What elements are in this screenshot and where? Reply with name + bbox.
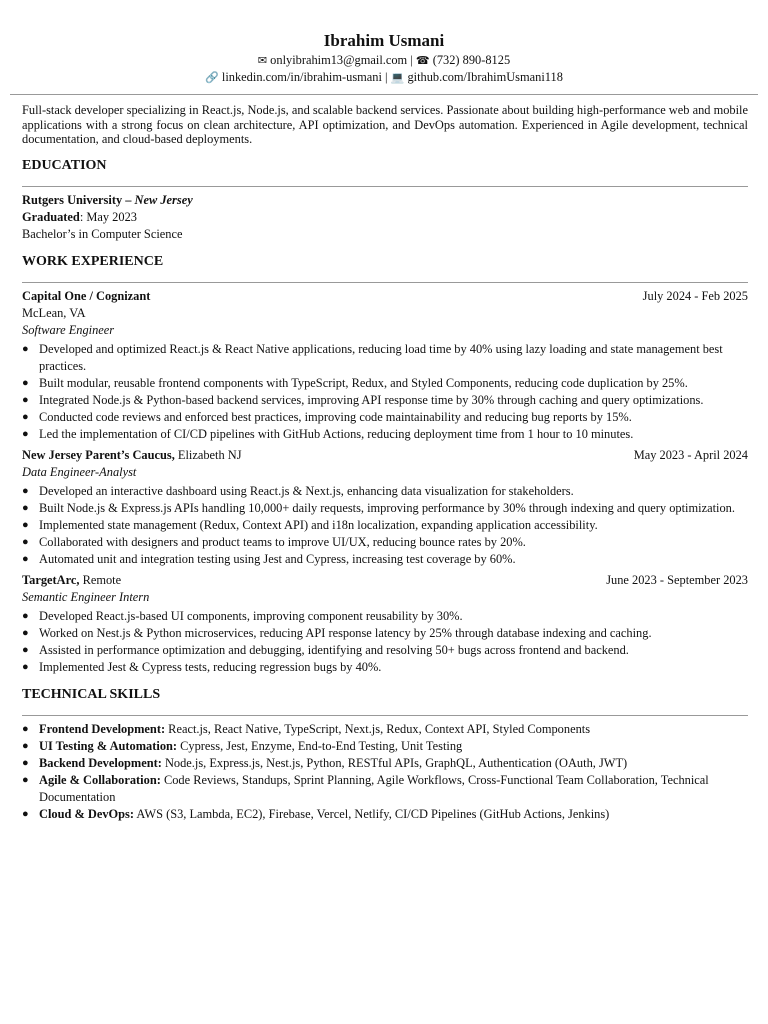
job-entry <box>22 288 748 443</box>
bullet-icon: ● <box>22 660 29 673</box>
list-item <box>22 392 748 409</box>
email-link[interactable]: onlyibrahim13@gmail.com <box>270 53 408 67</box>
skill-value: AWS (S3, Lambda, EC2), Firebase, Vercel, Netlify, CI/CD Pipelines (GitHub Actions, Jenkins) <box>134 806 610 821</box>
linkedin-link[interactable]: linkedin.com/in/ibrahim-usmani <box>221 70 382 84</box>
list-item <box>22 375 748 392</box>
candidate-name: Ibrahim Usmani <box>323 31 445 50</box>
bullet-icon: ● <box>22 410 29 423</box>
resume-body <box>0 103 768 823</box>
list-item <box>22 500 748 517</box>
phone-number[interactable]: (732) 890-8125 <box>432 53 511 67</box>
company-name: New Jersey Parent’s Caucus, <box>22 447 175 462</box>
bullet-icon: ● <box>22 376 29 389</box>
job-company-line <box>22 288 150 305</box>
skill-item <box>22 738 748 755</box>
job-bullets <box>22 483 748 568</box>
bullet-icon: ● <box>22 739 29 752</box>
list-item <box>22 659 748 676</box>
skill-label: Frontend Development: <box>39 721 166 736</box>
job-entry <box>22 447 748 568</box>
job-company-line <box>22 447 242 464</box>
bullet-text: Built modular, reusable frontend components with TypeScript, Redux, and Styled Components, reducing code duplication by 25%. <box>39 375 688 390</box>
skill-item <box>22 772 748 806</box>
skill-label: Backend Development: <box>39 755 162 770</box>
skill-value: Cypress, Jest, Enzyme, End-to-End Testing, Unit Testing <box>177 738 463 753</box>
graduated-value: : May 2023 <box>79 209 137 224</box>
bullet-icon: ● <box>22 501 29 514</box>
list-item <box>22 534 748 551</box>
skill-item <box>22 721 748 738</box>
skill-item <box>22 755 748 772</box>
bullet-icon: ● <box>22 518 29 531</box>
school-name: Rutgers University – <box>22 192 132 207</box>
skill-value: Node.js, Express.js, Nest.js, Python, RESTful APIs, GraphQL, Authentication (OAuth, JWT) <box>161 755 628 770</box>
section-divider <box>22 186 748 187</box>
job-company-line <box>22 572 121 589</box>
phone-icon: ☎ <box>415 54 430 67</box>
bullet-icon: ● <box>22 393 29 406</box>
laptop-icon: 💻 <box>390 71 405 84</box>
bullet-text: Conducted code reviews and enforced best practices, improving code maintainability and reducing bug reports by 15%. <box>39 409 632 424</box>
skills-list <box>22 721 748 823</box>
bullet-text: Developed and optimized React.js & React Native applications, reducing load time by 40% using lazy loading and state management best practices. <box>39 341 723 373</box>
bullet-text: Developed React.js-based UI components, improving component reusability by 30%. <box>39 608 463 623</box>
list-item <box>22 608 748 625</box>
section-divider <box>22 282 748 283</box>
graduated-label: Graduated <box>22 209 80 224</box>
skill-label: Agile & Collaboration: <box>39 772 161 787</box>
job-location: McLean, VA <box>22 305 86 320</box>
bullet-icon: ● <box>22 807 29 820</box>
bullet-icon: ● <box>22 722 29 735</box>
job-place: Remote <box>79 572 122 587</box>
contact-line-1 <box>0 52 768 69</box>
skills-heading: TECHNICAL SKILLS <box>22 686 161 702</box>
bullet-icon: ● <box>22 552 29 565</box>
list-item <box>22 483 748 500</box>
bullet-icon: ● <box>22 773 29 786</box>
job-header <box>22 572 748 589</box>
email-icon: ✉ <box>257 54 268 67</box>
separator: | <box>385 70 388 84</box>
graduation-line <box>22 209 748 226</box>
bullet-icon: ● <box>22 756 29 769</box>
degree: Bachelor’s in Computer Science <box>22 226 183 241</box>
bullet-text: Implemented state management (Redux, Context API) and i18n localization, expanding application accessibility. <box>39 517 598 532</box>
list-item <box>22 625 748 642</box>
summary-paragraph: Full-stack developer specializing in React.js, Node.js, and scalable backend services. Passionate about building high-performance web and mobile applications with a strong focus on clean architecture, API optimization, and DevOps automation. Experienced in Agile development, technical documentation, and cloud-based deployments. <box>22 103 748 146</box>
skill-item <box>22 806 748 823</box>
jobs-list <box>22 288 748 676</box>
skill-label: Cloud & DevOps: <box>39 806 135 821</box>
bullet-icon: ● <box>22 626 29 639</box>
bullet-icon: ● <box>22 427 29 440</box>
job-bullets <box>22 608 748 676</box>
job-header <box>22 288 748 305</box>
list-item <box>22 551 748 568</box>
bullet-text: Integrated Node.js & Python-based backend services, improving API response time by 30% through caching and query optimizations. <box>39 392 704 407</box>
separator: | <box>410 53 413 67</box>
bullet-text: Collaborated with designers and product teams to improve UI/UX, reducing bounce rates by 20%. <box>39 534 526 549</box>
skill-value: React.js, React Native, TypeScript, Next.js, Redux, Context API, Styled Components <box>165 721 591 736</box>
education-heading: EDUCATION <box>22 157 107 173</box>
skill-value: Code Reviews, Standups, Sprint Planning, Agile Workflows, Cross-Functional Team Collaboration, Technical Documentation <box>39 772 709 804</box>
company-name: Capital One / Cognizant <box>22 288 151 303</box>
job-header <box>22 447 748 464</box>
list-item <box>22 341 748 375</box>
school-location: New Jersey <box>134 192 193 207</box>
job-dates: June 2023 - September 2023 <box>606 572 748 587</box>
bullet-text: Assisted in performance optimization and debugging, identifying and resolving 50+ bugs across frontend and backend. <box>39 642 629 657</box>
resume-header <box>0 0 768 86</box>
education-school-line <box>22 192 748 209</box>
job-dates: May 2023 - April 2024 <box>633 447 748 462</box>
bullet-text: Developed an interactive dashboard using React.js & Next.js, enhancing data visualization for stakeholders. <box>39 483 574 498</box>
job-entry <box>22 572 748 676</box>
bullet-icon: ● <box>22 484 29 497</box>
list-item <box>22 642 748 659</box>
bullet-text: Implemented Jest & Cypress tests, reducing regression bugs by 40%. <box>39 659 382 674</box>
bullet-icon: ● <box>22 609 29 622</box>
bullet-text: Built Node.js & Express.js APIs handling 10,000+ daily requests, improving performance by 30% through indexing and query optimization. <box>39 500 735 515</box>
job-place: Elizabeth NJ <box>174 447 242 462</box>
bullet-text: Led the implementation of CI/CD pipelines with GitHub Actions, reducing deployment time from 1 hour to 10 minutes. <box>39 426 634 441</box>
bullet-text: Worked on Nest.js & Python microservices, reducing API response latency by 25% through database indexing and caching. <box>39 625 652 640</box>
job-role: Software Engineer <box>22 322 115 337</box>
list-item <box>22 517 748 534</box>
company-name: TargetArc, <box>22 572 80 587</box>
skill-label: UI Testing & Automation: <box>39 738 178 753</box>
bullet-icon: ● <box>22 342 29 355</box>
experience-heading: WORK EXPERIENCE <box>22 253 164 269</box>
job-role: Semantic Engineer Intern <box>22 589 150 604</box>
link-icon: 🔗 <box>205 71 219 84</box>
job-role: Data Engineer-Analyst <box>22 464 137 479</box>
bullet-text: Automated unit and integration testing using Jest and Cypress, increasing test coverage by 60%. <box>39 551 516 566</box>
contact-line-2 <box>0 69 768 86</box>
bullet-icon: ● <box>22 535 29 548</box>
bullet-icon: ● <box>22 643 29 656</box>
job-bullets <box>22 341 748 443</box>
github-link[interactable]: github.com/IbrahimUsmani118 <box>407 70 563 84</box>
job-dates: July 2024 - Feb 2025 <box>642 288 748 303</box>
list-item <box>22 409 748 426</box>
header-divider <box>10 94 758 95</box>
section-divider <box>22 715 748 716</box>
list-item <box>22 426 748 443</box>
